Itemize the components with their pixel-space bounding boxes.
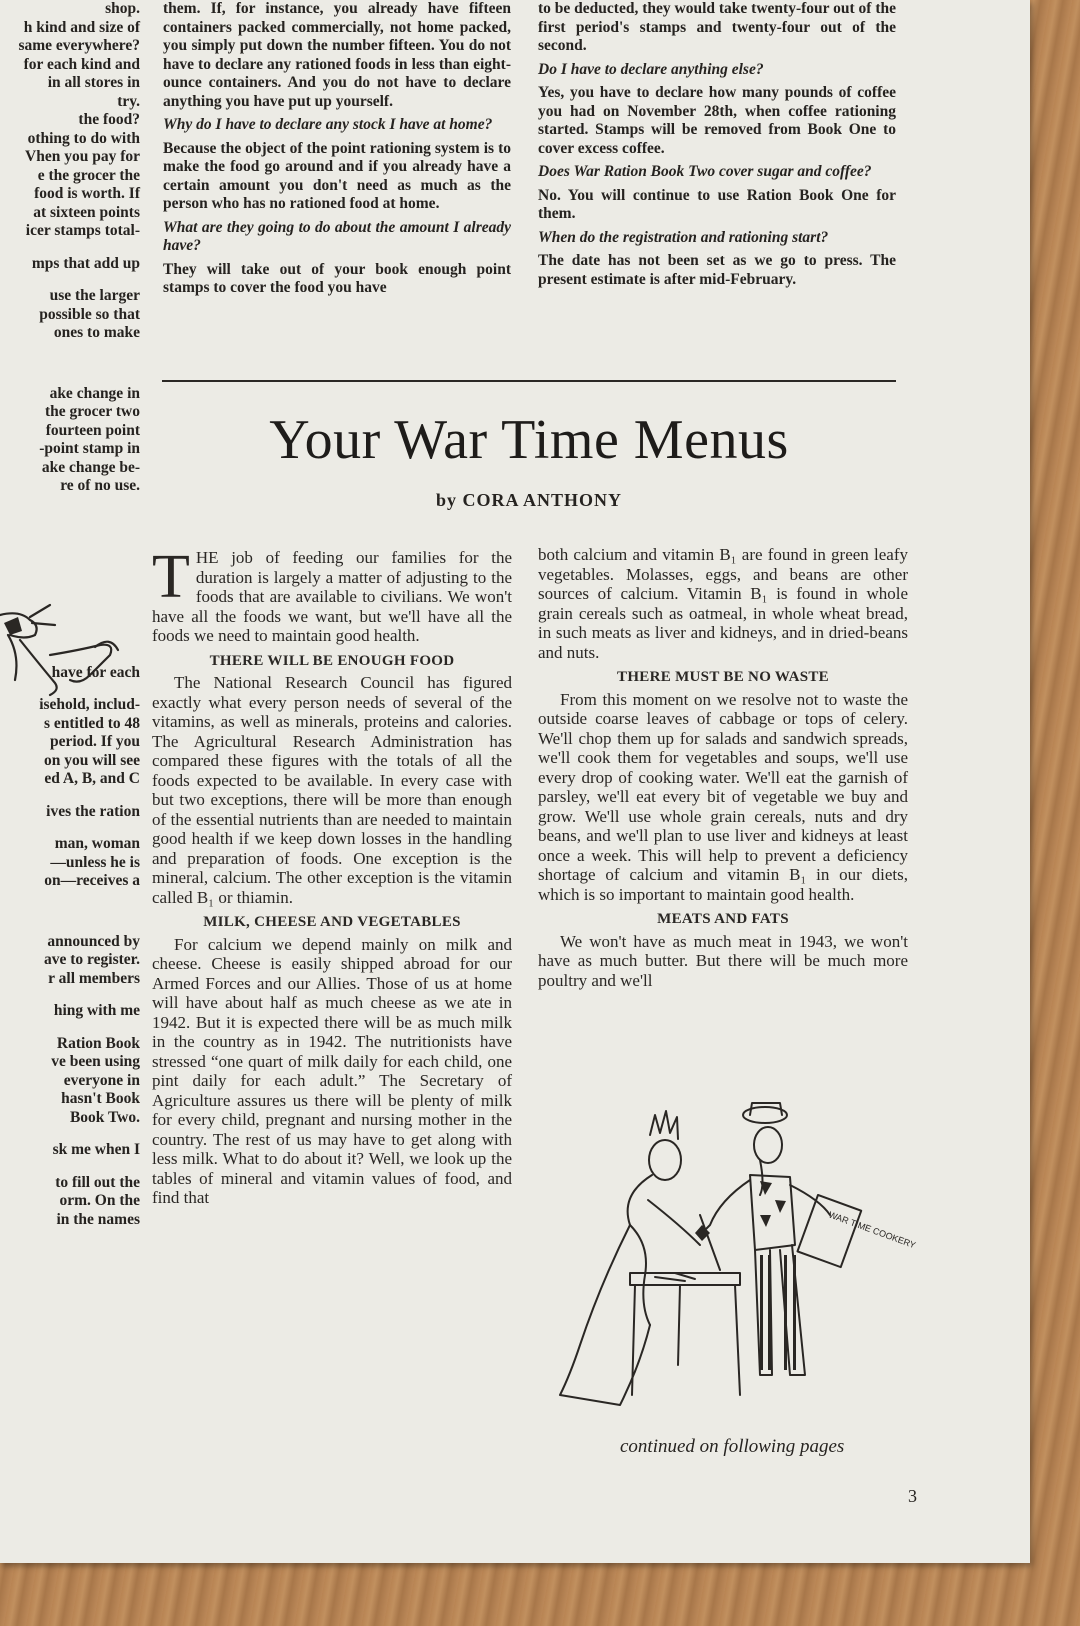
left-column-line: on—receives a xyxy=(44,872,140,889)
page-number: 3 xyxy=(908,1486,917,1506)
qa-question: When do the registration and rationing start? xyxy=(538,228,829,246)
left-column-line: the grocer two xyxy=(45,403,140,420)
left-column-line xyxy=(0,580,140,594)
left-column-line xyxy=(0,1127,140,1141)
qa-answer: them. If, for instance, you already have fifteen containers packed commercially, not home packed, you simply put down the number fifteen. You do not have to declare any rationed foods in less than eight-ounce containers. And you do not have to declare anything you have put up yourself. xyxy=(163,0,511,110)
left-column-line xyxy=(0,496,140,510)
left-column-line xyxy=(0,357,140,371)
left-column-line: everyone in xyxy=(63,1071,140,1089)
qa-answer: They will take out of your book enough point stamps to cover the food you have xyxy=(163,260,511,296)
article-column-left xyxy=(152,543,512,1428)
book-label: WAR TIME COOKERY xyxy=(827,1209,918,1251)
qa-answer: The date has not been set as we go to press. The present estimate is after mid-February. xyxy=(538,252,896,288)
paragraph-research-council: The National Research Council has figured exactly what every person needs of several of the vitamins, as well as minerals, proteins and calories. The Agricultural Research Administration has compared these figures with the totals of all the foods expected to be available. In every case with but two exceptions, there will be more than enough of the essential nutrients than are needed to maintain good health if we keep down losses in the handling and preparation of foods. One exception is the mineral, calcium. The other exception is the vitamin called B₁ or thiamin. xyxy=(152,673,512,907)
subhead-meats-fats: MEATS AND FATS xyxy=(657,911,789,927)
article-byline: by CORA ANTHONY xyxy=(435,490,623,510)
paragraph-no-waste: From this moment on we resolve not to waste the outside coarse leaves of cabbage or tops of celery. We'll chop them up for salads and sandwich spreads, we'll cook them for vegetables and soups, we'll use every drop of cooking water. We'll eat the garnish of parsley, we'll eat every bit of vegetable we buy and grow. We'll use whole grain cereals, nuts and dry beans, and we'll plan to use liver and kidneys at least once a week. This will help to prevent a deficiency shortage of calcium and vitamin B₁ in our diets, which is so important to maintain good health. xyxy=(538,689,908,904)
left-column-line: sk me when I xyxy=(52,1141,140,1158)
left-column-line xyxy=(0,510,140,524)
left-column-line xyxy=(0,524,140,538)
qa-column-middle xyxy=(163,0,511,370)
intro-paragraph: THE job of feeding our families for the duration is largely a matter of adjusting to the foods that are available to civilians. We won't have all the foods we want, but we'll have all the foods we need to maintain good health. xyxy=(152,543,512,645)
left-column-line: at sixteen points xyxy=(33,203,140,221)
left-column-line: Ration Book xyxy=(56,1034,140,1052)
qa-answer: Yes, you have to declare how many pounds of coffee you had on November 28th, when coffee rationing started. Stamps will be removed from Book One to cover excess coffee. xyxy=(538,84,896,157)
paragraph-meats: We won't have as much meat in 1943, we won't have as much butter. But there will be much more poultry and we'll xyxy=(538,931,908,990)
qa-question: What are they going to do about the amount I already have? xyxy=(163,218,511,254)
left-column-line: hasn't Book xyxy=(61,1090,140,1107)
section-divider xyxy=(162,380,896,382)
left-column-line: shop. xyxy=(105,0,140,17)
left-column-line xyxy=(0,552,140,566)
left-column-line: —unless he is xyxy=(50,853,140,871)
left-column-line: ake change in xyxy=(49,384,140,402)
left-column-line: isehold, includ- xyxy=(39,696,140,713)
left-column-line: othing to do with xyxy=(27,129,140,147)
left-column-line: mps that add up xyxy=(31,254,140,272)
article-title: Your War Time Menus xyxy=(269,409,789,471)
left-column-line xyxy=(0,789,140,803)
left-column-line: ones to make xyxy=(53,324,140,341)
left-column-line xyxy=(0,566,140,580)
left-column-line: ake change be- xyxy=(41,458,140,476)
left-column-line: man, woman xyxy=(54,835,140,852)
qa-answer: to be deducted, they would take twenty-four out of the first period's stamps and twenty-four out of the second. xyxy=(538,0,896,54)
left-column-line: fourteen point xyxy=(45,421,140,439)
qa-question: Does War Ration Book Two cover sugar and coffee? xyxy=(538,163,872,180)
left-column-line: use the larger xyxy=(49,287,140,304)
left-column-line xyxy=(0,241,140,255)
subhead-no-waste: THERE MUST BE NO WASTE xyxy=(617,669,829,685)
left-column-line: Vhen you pay for xyxy=(25,148,140,165)
left-column-line: ve been using xyxy=(51,1053,140,1070)
left-column-line: e the grocer the xyxy=(37,166,140,184)
left-column-line: possible so that xyxy=(39,305,140,323)
cartoon-figure-sketch-icon xyxy=(0,595,140,725)
left-column-line: same everywhere? xyxy=(18,37,140,54)
left-column-line: ed A, B, and C xyxy=(44,770,140,787)
liberty-and-uncle-sam-cooking-illustration-icon xyxy=(560,1105,918,1435)
left-column-line xyxy=(0,988,140,1002)
left-column-line xyxy=(0,905,140,919)
paragraph-vitamin-sources: both calcium and vitamin B₁ are found in green leafy vegetables. Molasses, eggs, and beans are other sources of calcium. Vitamin B₁ is found in whole grain cereals such as oatmeal, in whole wheat bread, in such meats as liver and kidneys, and in dried-beans and nuts. xyxy=(538,545,908,662)
left-column-line: -point stamp in xyxy=(39,440,140,457)
left-column-line: s entitled to 48 xyxy=(43,714,140,732)
left-column-line: period. If you xyxy=(50,733,140,750)
qa-answer: No. You will continue to use Ration Book One for them. xyxy=(538,186,896,222)
qa-column-right xyxy=(538,0,896,370)
qa-question: Why do I have to declare any stock I have at home? xyxy=(163,116,493,133)
left-column-line: re of no use. xyxy=(60,477,140,494)
left-column-line: Book Two. xyxy=(69,1108,140,1126)
left-column-line xyxy=(0,821,140,835)
left-column-line xyxy=(0,919,140,933)
paragraph-calcium: For calcium we depend mainly on milk and cheese. Cheese is easily shipped abroad for our Armed Forces and our Allies. Those of us at home will have about half as much cheese as we ate in 1942. But it is expected there will be as much milk in the country as in 1942. The nutritionists have stressed “one quart of milk daily for each child, one pint daily for each adult.” The Secretary of Agriculture assures us there will be plenty of milk for every child, pregnant and nursing mother in the country. The rest of us may have to get along with less milk. What to do about it? Well, we look up the tables of mineral and vitamin values of food, and find that xyxy=(152,934,512,1207)
left-column-line xyxy=(0,891,140,905)
left-column-line: orm. On the xyxy=(59,1192,140,1209)
left-column-line xyxy=(0,343,140,357)
left-column-line: to fill out the xyxy=(55,1173,140,1191)
left-column-line: the food? xyxy=(78,111,140,128)
continued-caption: continued on following pages xyxy=(620,1436,845,1457)
left-column-line xyxy=(0,538,140,552)
subhead-milk-cheese: MILK, CHEESE AND VEGETABLES xyxy=(203,914,461,930)
left-column-line: ave to register. xyxy=(44,951,140,968)
left-column-line: on you will see xyxy=(43,751,140,769)
left-column-line: have for each xyxy=(51,663,140,681)
qa-question: Do I have to declare anything else? xyxy=(538,60,764,78)
left-column-line xyxy=(0,273,140,287)
qa-answer: Because the object of the point rationing system is to make the food go around and if you already have a certain amount you don't need as much as the person who has no rationed food at home. xyxy=(163,139,511,212)
left-column-line xyxy=(0,371,140,385)
left-column-line xyxy=(0,1021,140,1035)
left-column-line: for each kind and xyxy=(23,55,140,73)
left-column-line: h kind and size of xyxy=(23,18,140,36)
left-column-line: icer stamps total- xyxy=(25,222,140,239)
left-column-line: in all stores in xyxy=(47,74,140,91)
left-column-line: announced by xyxy=(47,932,140,950)
left-column-line: food is worth. If xyxy=(34,185,140,202)
left-column-line xyxy=(0,1160,140,1174)
left-column-line: hing with me xyxy=(53,1002,140,1019)
left-column-line: ives the ration xyxy=(46,802,140,820)
drop-cap: T xyxy=(152,543,190,611)
article-column-right xyxy=(538,545,908,1095)
left-column-line: in the names xyxy=(56,1210,140,1228)
left-column-line: r all members xyxy=(48,969,140,987)
left-column-line: try. xyxy=(117,92,140,110)
subhead-enough-food: THERE WILL BE ENOUGH FOOD xyxy=(209,652,455,669)
